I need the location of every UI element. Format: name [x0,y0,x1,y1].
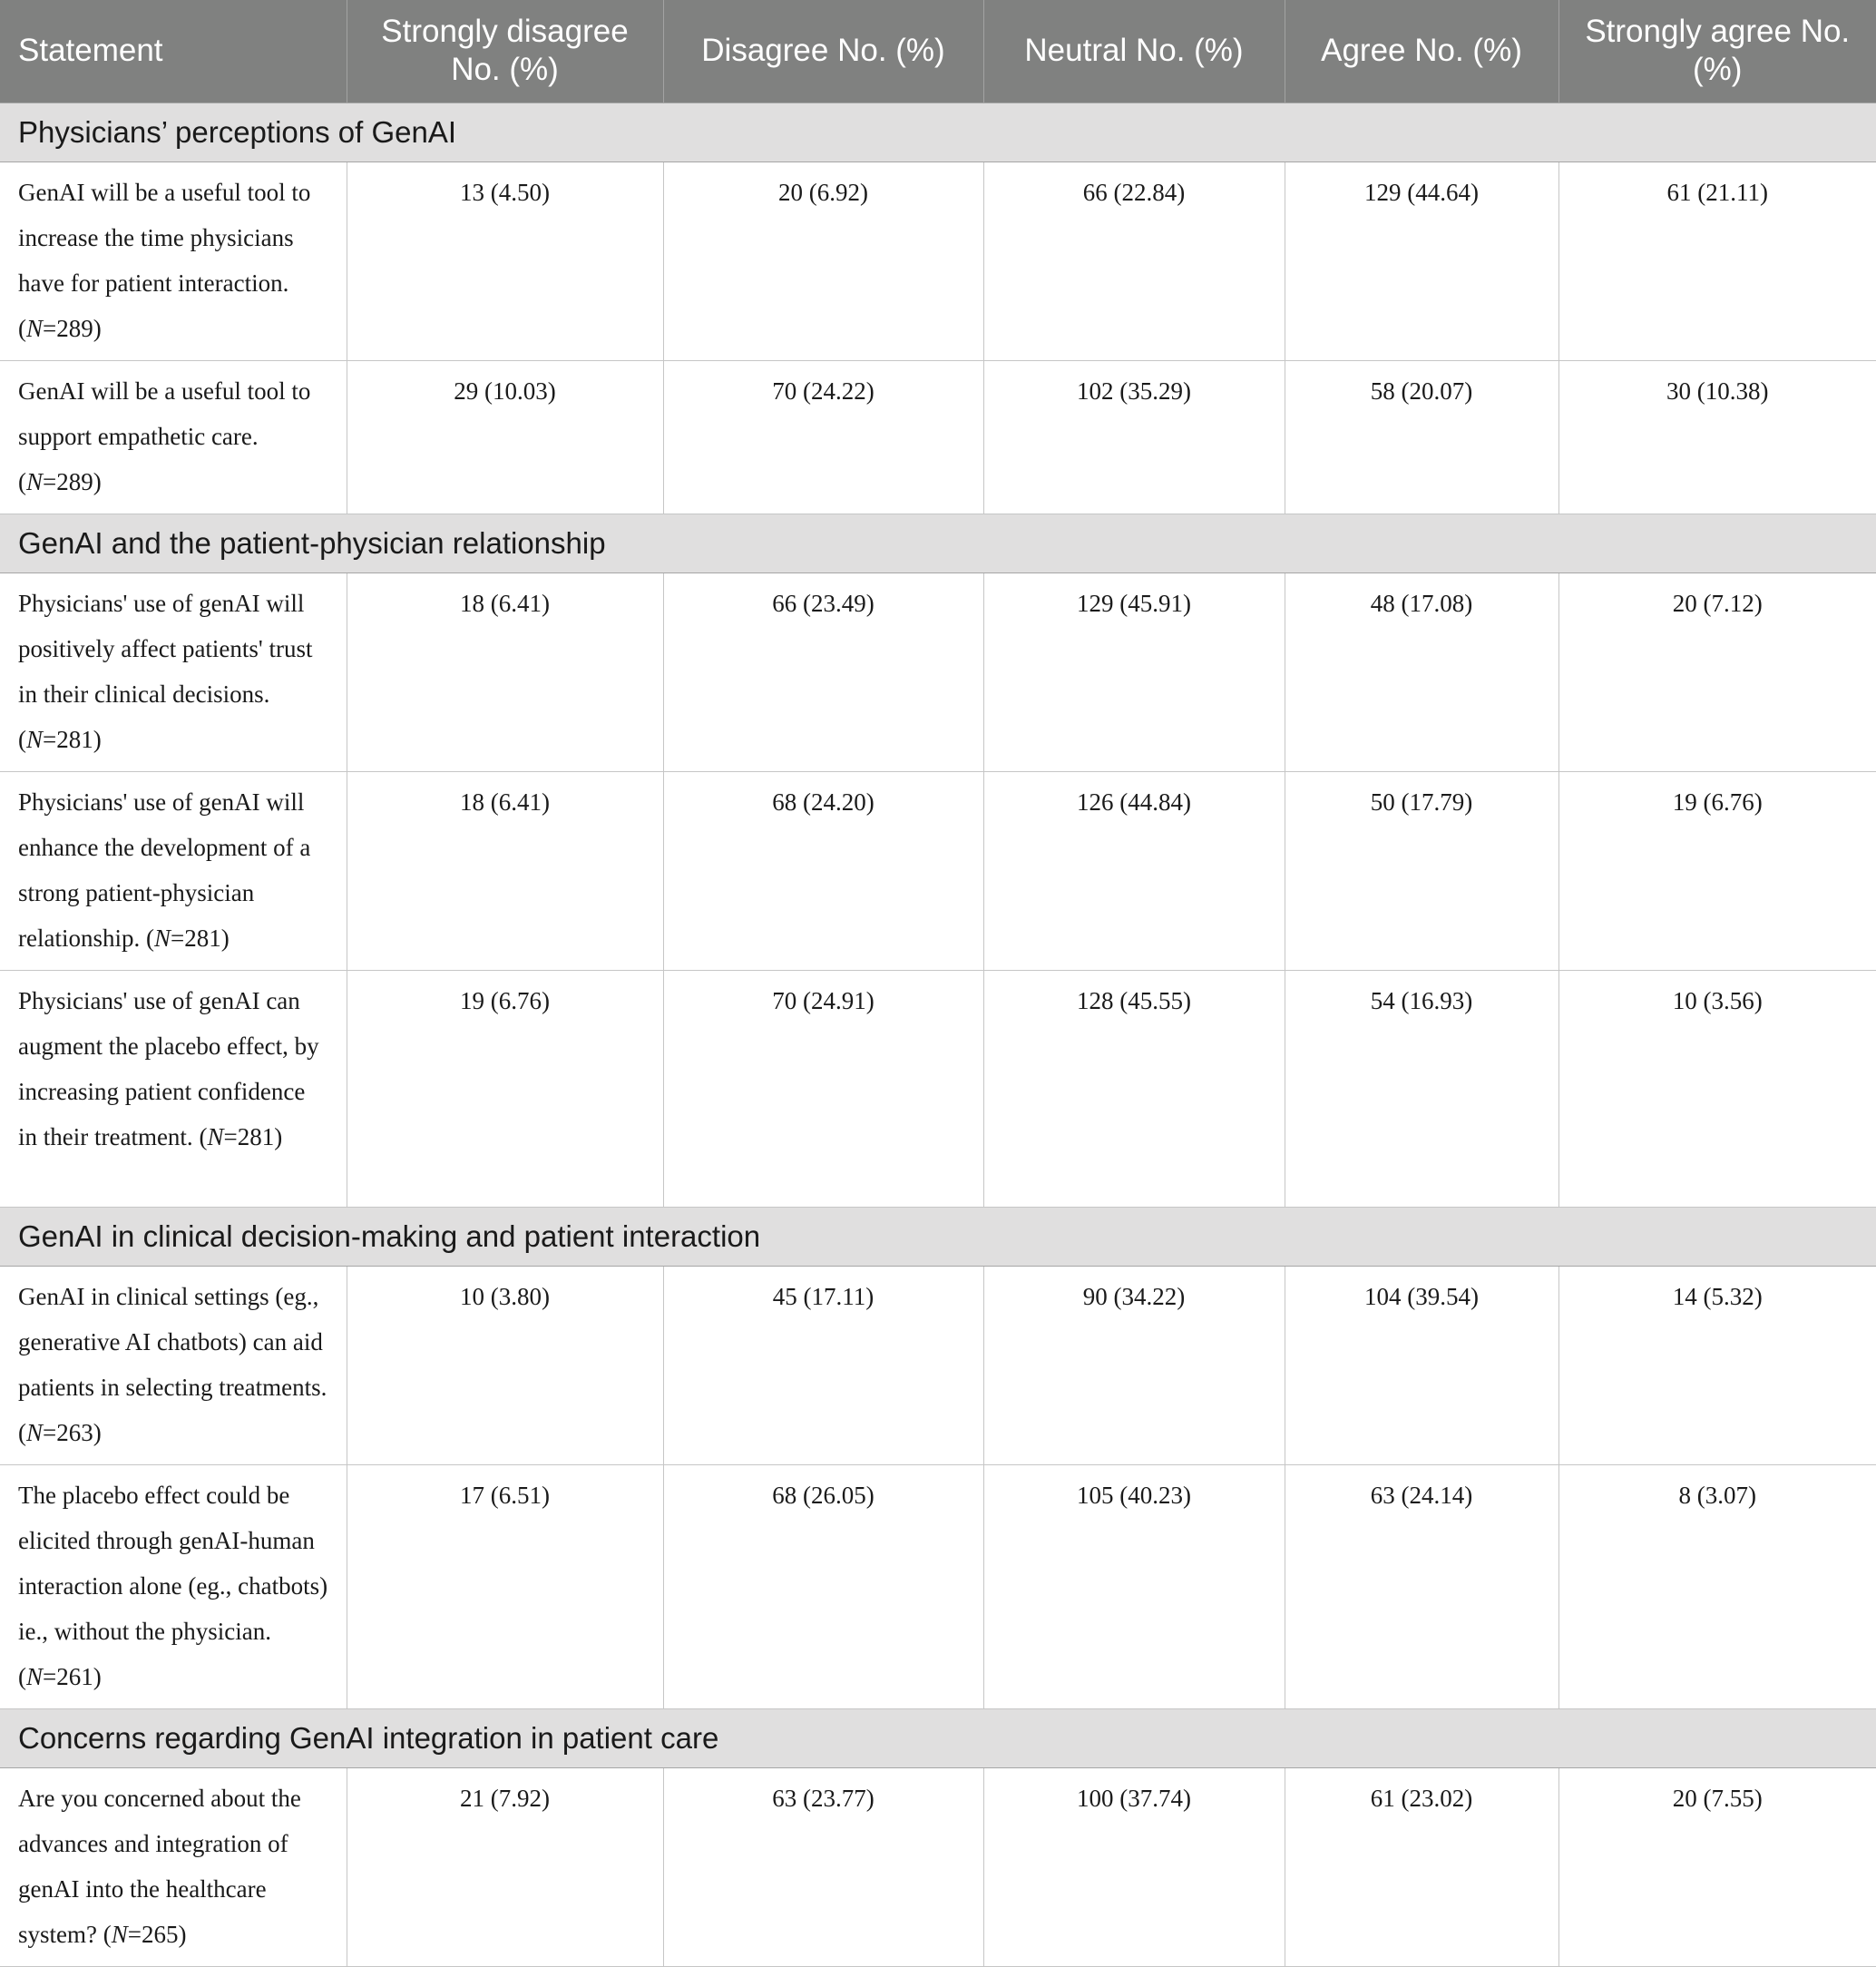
agree-cell: 129 (44.64) [1285,161,1558,360]
disagree-cell: 68 (24.20) [663,771,983,970]
statement-text: GenAI will be a useful tool to support empathetic care. [18,377,311,450]
neutral-cell: 100 (37.74) [983,1767,1285,1966]
neutral-cell: 90 (34.22) [983,1266,1285,1464]
disagree-cell: 70 (24.22) [663,360,983,514]
section-title: Physicians’ perceptions of GenAI [0,103,1876,161]
strongly-disagree-cell: 13 (4.50) [347,161,663,360]
sample-size: 289 [56,467,93,495]
disagree-cell: 66 (23.49) [663,572,983,771]
agree-cell: 61 (23.02) [1285,1767,1558,1966]
table-row [0,161,1876,360]
statement-text: Physicians' use of genAI will enhance the development of a strong patient-physician relationship. [18,788,311,952]
strongly-agree-cell: 20 (7.55) [1558,1767,1876,1966]
neutral-cell: 105 (40.23) [983,1464,1285,1708]
table-row [0,771,1876,970]
statement-text: The placebo effect could be elicited through genAI-human interaction alone (eg., chatbots) ie., without the physician. [18,1481,328,1645]
section-title: Concerns regarding GenAI integration in patient care [0,1708,1876,1767]
table-row [0,572,1876,771]
strongly-agree-cell: 20 (7.12) [1558,572,1876,771]
sample-size: 289 [56,314,93,342]
statement-cell: The placebo effect could be elicited through genAI-human interaction alone (eg., chatbots) ie., without the physician. (N=261) [0,1464,347,1708]
disagree-cell: 70 (24.91) [663,970,983,1207]
sample-size: 281 [184,924,221,952]
statement-text: Are you concerned about the advances and integration of genAI into the healthcare system? [18,1784,301,1948]
statement-cell: Physicians' use of genAI will positively affect patients' trust in their clinical decisions. (N=281) [0,572,347,771]
neutral-cell: 126 (44.84) [983,771,1285,970]
statement-cell: Are you concerned about the advances and integration of genAI into the healthcare system? (N=265) [0,1767,347,1966]
sample-size: 261 [56,1662,93,1690]
statement-cell: Physicians' use of genAI can augment the placebo effect, by increasing patient confidence in their treatment. (N=281) [0,970,347,1207]
sample-size: 281 [237,1122,275,1150]
sample-size: 263 [56,1418,93,1446]
agree-cell: 48 (17.08) [1285,572,1558,771]
section-title: GenAI and the patient-physician relationship [0,514,1876,572]
strongly-disagree-cell: 21 (7.92) [347,1767,663,1966]
strongly-agree-cell: 10 (3.56) [1558,970,1876,1207]
neutral-cell: 128 (45.55) [983,970,1285,1207]
section-header-row [0,1708,1876,1767]
section-header-row [0,1207,1876,1266]
sample-size: 281 [56,725,93,753]
table-row [0,1464,1876,1708]
section-title: GenAI in clinical decision-making and patient interaction [0,1207,1876,1266]
section-header-row [0,514,1876,572]
header-strongly-disagree: Strongly disagree No. (%) [347,0,663,103]
table-row [0,360,1876,514]
strongly-disagree-cell: 17 (6.51) [347,1464,663,1708]
strongly-agree-cell: 14 (5.32) [1558,1266,1876,1464]
disagree-cell: 20 (6.92) [663,161,983,360]
strongly-disagree-cell: 29 (10.03) [347,360,663,514]
strongly-disagree-cell: 10 (3.80) [347,1266,663,1464]
header-neutral: Neutral No. (%) [983,0,1285,103]
statement-cell: GenAI in clinical settings (eg., generative AI chatbots) can aid patients in selecting treatments. (N=263) [0,1266,347,1464]
neutral-cell: 66 (22.84) [983,161,1285,360]
statement-cell: Physicians' use of genAI will enhance the development of a strong patient-physician relationship. (N=281) [0,771,347,970]
neutral-cell: 129 (45.91) [983,572,1285,771]
strongly-disagree-cell: 18 (6.41) [347,572,663,771]
strongly-disagree-cell: 18 (6.41) [347,771,663,970]
neutral-cell: 102 (35.29) [983,360,1285,514]
agree-cell: 54 (16.93) [1285,970,1558,1207]
statement-text: Physicians' use of genAI will positively affect patients' trust in their clinical decisions. [18,589,313,708]
header-row [0,0,1876,103]
agree-cell: 63 (24.14) [1285,1464,1558,1708]
sample-size: 265 [142,1920,179,1948]
strongly-agree-cell: 8 (3.07) [1558,1464,1876,1708]
table-row [0,1266,1876,1464]
strongly-agree-cell: 61 (21.11) [1558,161,1876,360]
header-disagree: Disagree No. (%) [663,0,983,103]
header-strongly-agree: Strongly agree No. (%) [1558,0,1876,103]
strongly-agree-cell: 19 (6.76) [1558,771,1876,970]
statement-text: GenAI will be a useful tool to increase the time physicians have for patient interaction. [18,178,311,297]
header-statement: Statement [0,0,347,103]
strongly-disagree-cell: 19 (6.76) [347,970,663,1207]
disagree-cell: 68 (26.05) [663,1464,983,1708]
agree-cell: 104 (39.54) [1285,1266,1558,1464]
strongly-agree-cell: 30 (10.38) [1558,360,1876,514]
statement-cell: GenAI will be a useful tool to support empathetic care. (N=289) [0,360,347,514]
statement-text: GenAI in clinical settings (eg., generative AI chatbots) can aid patients in selecting treatments. [18,1282,327,1401]
agree-cell: 50 (17.79) [1285,771,1558,970]
header-agree: Agree No. (%) [1285,0,1558,103]
table-row [0,970,1876,1207]
table-row [0,1767,1876,1966]
section-header-row [0,103,1876,161]
disagree-cell: 63 (23.77) [663,1767,983,1966]
disagree-cell: 45 (17.11) [663,1266,983,1464]
statement-text: Physicians' use of genAI can augment the placebo effect, by increasing patient confidence in their treatment. [18,986,319,1150]
agree-cell: 58 (20.07) [1285,360,1558,514]
statement-cell: GenAI will be a useful tool to increase the time physicians have for patient interaction. (N=289) [0,161,347,360]
